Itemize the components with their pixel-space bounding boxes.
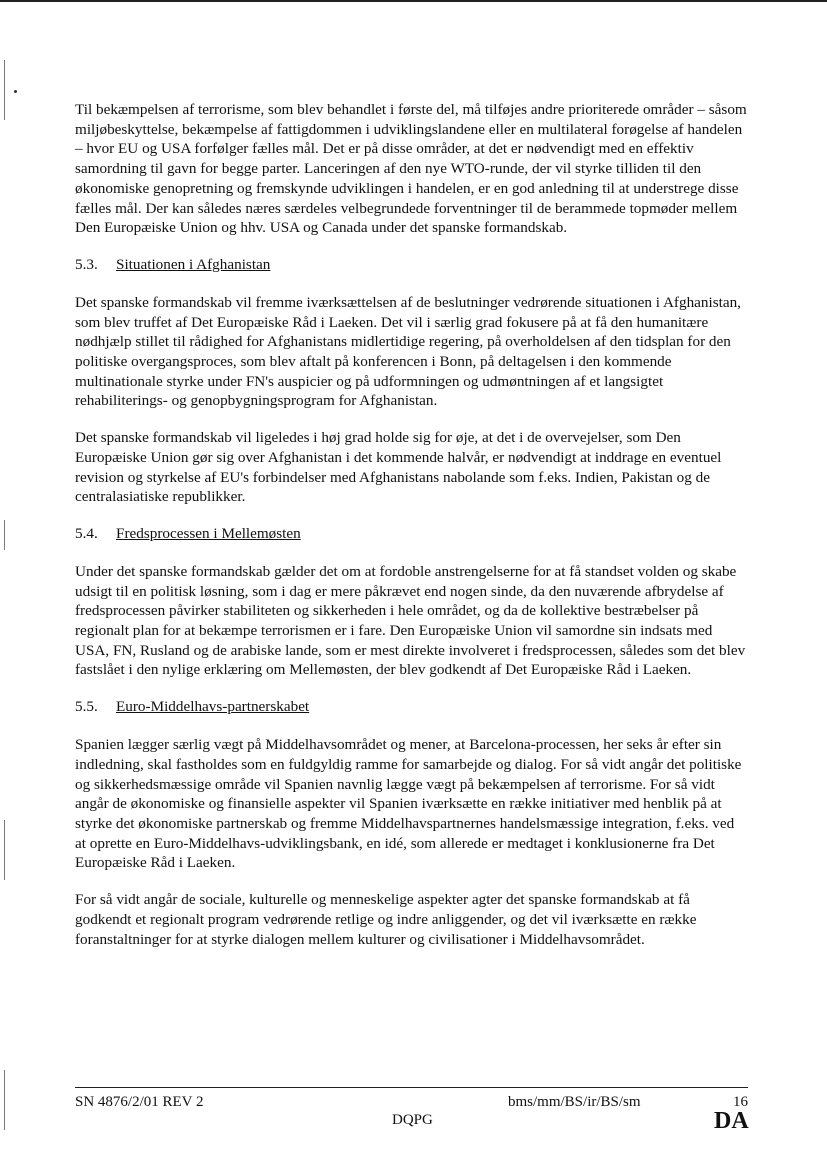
- scan-artifact-line: [4, 60, 5, 120]
- section-heading-afghanistan: [75, 255, 747, 275]
- paragraph-afghanistan-1: Det spanske formandskab vil fremme iværksættelsen af de beslutninger vedrørende situationen i Afghanistan, som blev truffet af Det Europæiske Råd i Laeken. Det vil i særlig grad fokusere på at få den humanitære nødhjælp stillet til rådighed for Afghanistans midlertidige regering, på overholdelsen af den tidsplan for den politiske overgangsproces, som blev aftalt på konferencen i Bonn, på deltagelsen i den kommende multinationale styrke under FN's auspicier og på udformningen og udmøntningen af et langsigtet rehabiliterings- og genopbygningsprogram for Afghanistan.: [75, 293, 741, 410]
- section-number: 5.4.: [75, 524, 98, 542]
- scan-artifact-line: [4, 520, 5, 550]
- scan-artifact-line: [4, 820, 5, 880]
- paragraph-intro: Til bekæmpelsen af terrorisme, som blev behandlet i første del, må tilføjes andre prioriterede områder – såsom miljøbeskyttelse, bekæmpelse af fattigdommen i udviklingslandene eller en multilateral forøgelse af handelen – hvor EU og USA forfølger fælles mål. Det er på disse områder, at det er nødvendigt med en effektiv samordning til gavn for begge parter. Lanceringen af den nye WTO-runde, der vil styrke tilliden til den økonomiske genopretning og fremskynde udviklingen i handelen, er en god anledning til at understrege disse fælles mål. Der kan således næres særdeles velbegrundede forventninger til de berammede topmøder mellem Den Europæiske Union og hhv. USA og Canada under det spanske formandskab.: [75, 101, 747, 237]
- section-title: Situationen i Afghanistan: [116, 255, 271, 273]
- section-title: Euro-Middelhavs-partnerskabet: [116, 698, 310, 716]
- section-heading-euromed: [75, 697, 747, 717]
- paragraph-afghanistan-2: Det spanske formandskab vil ligeledes i høj grad holde sig for øje, at det i de overvejelser, som Den Europæiske Union gør sig over Afghanistan i det kommende halvår, er nødvendigt at inddrage en eventuel revision og styrkelse af EU's forbindelser med Afghanistans nabolande som f.eks. Indien, Pakistan og de centralasiatiske republikker.: [75, 429, 722, 506]
- section-title: Fredsprocessen i Mellemøsten: [116, 524, 301, 542]
- footer-page-number: 16: [733, 1094, 748, 1110]
- top-border: [0, 0, 827, 2]
- footer-unit: DQPG: [392, 1112, 433, 1128]
- scan-artifact-line: [4, 1070, 5, 1130]
- section-number: 5.3.: [75, 255, 98, 273]
- footer-doc-number: SN 4876/2/01 REV 2: [75, 1094, 204, 1110]
- document-body: [75, 100, 747, 949]
- footer-rule: [75, 1087, 748, 1088]
- paragraph-mellemosten: Under det spanske formandskab gælder det om at fordoble anstrengelserne for at få standset volden og skabe udsigt til en politisk løsning, som i dag er mere påkrævet end nogen sinde, da den nuværende afbrydelse af fredsprocessen påvirker stabiliteten og sikkerheden i hele området, og da de kollektive bestræbelser på regionalt plan for at bekæmpe terrorismen er i fare. Den Europæiske Union vil samordne sin indsats med USA, FN, Rusland og de arabiske lande, som er mest direkte involveret i fredsprocessen, således som det blev fastslået i den nylige erklæring om Mellemøsten, der blev godkendt af Det Europæiske Råd i Laeken.: [75, 562, 746, 679]
- scan-artifact-dot: [14, 90, 17, 93]
- paragraph-euromed-1: Spanien lægger særlig vægt på Middelhavsområdet og mener, at Barcelona-processen, her seks år efter sin indledning, skal fastholdes som en fuldgyldig ramme for samarbejde og dialog. For så vidt angår det politiske og sikkerhedsmæssige område vil Spanien navnlig lægge vægt på bekæmpelsen af terrorisme. For så vidt angår de økonomiske og finansielle aspekter vil Spanien iværksætte en række initiativer med henblik på at styrke det økonomiske partnerskab og fremme Middelhavspartnernes handelsmæssige integration, f.eks. ved at oprette en Euro-Middelhavs-udviklingsbank, en idé, som allerede er medtaget i konklusionerne fra Det Europæiske Råd i Laeken.: [75, 736, 742, 872]
- footer-language: DA: [714, 1108, 749, 1134]
- paragraph-euromed-2: For så vidt angår de sociale, kulturelle og menneskelige aspekter agter det spanske formandskab at få godkendt et regionalt program vedrørende retlige og indre anliggender, og det vil iværksætte en række foranstaltninger for at styrke dialogen mellem kulturer og civilisationer i Middelhavsområdet.: [75, 891, 697, 948]
- section-number: 5.5.: [75, 698, 98, 716]
- footer-reference: bms/mm/BS/ir/BS/sm: [508, 1094, 641, 1110]
- section-heading-mellemosten: [75, 524, 747, 544]
